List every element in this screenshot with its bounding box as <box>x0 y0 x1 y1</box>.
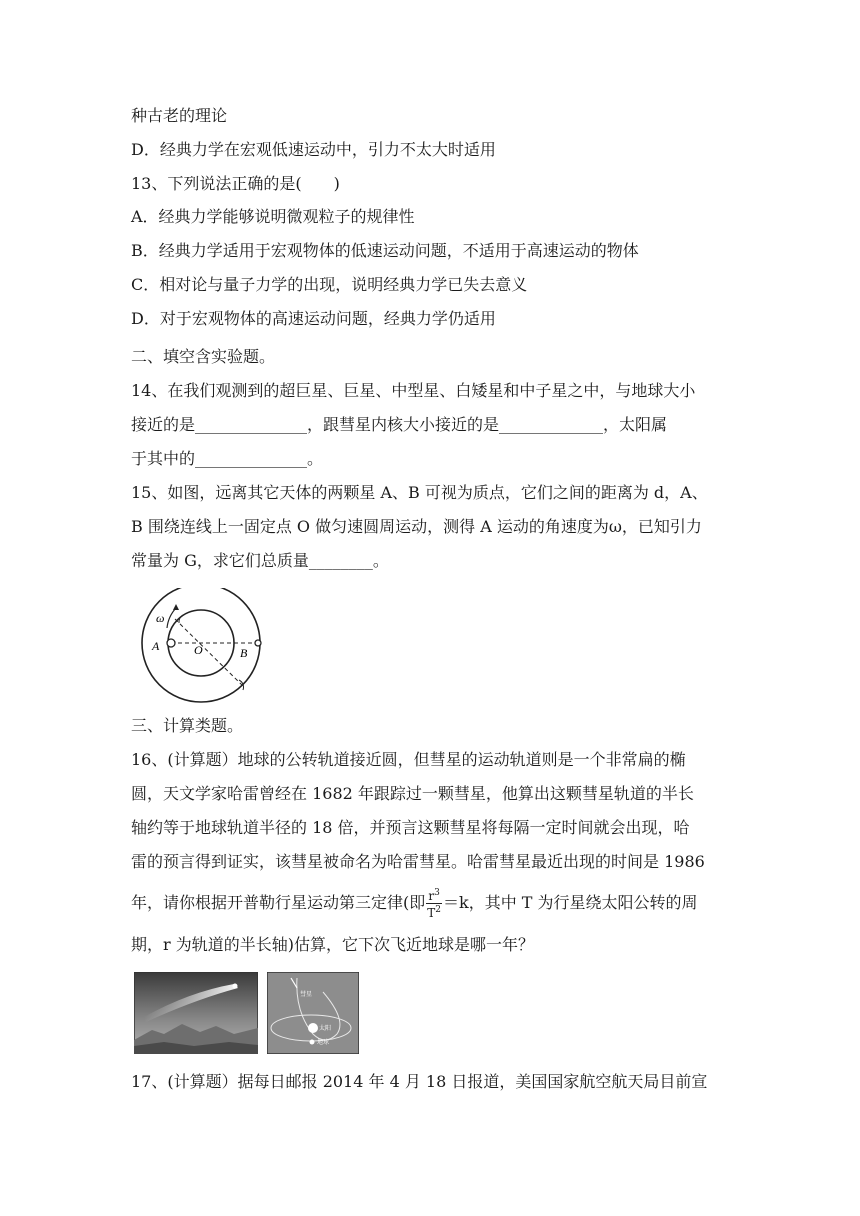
comet-label: 彗星 <box>300 991 313 998</box>
question-14-line-1: 14、在我们观测到的超巨星、巨星、中型星、白矮星和中子星之中，与地球大小 <box>131 381 696 400</box>
question-16-formula-line <box>131 887 698 920</box>
option-a-13: A．经典力学能够说明微观粒子的规律性 <box>131 207 415 226</box>
section-heading-3: 三、计算类题。 <box>131 716 244 735</box>
comet-head <box>233 984 238 989</box>
kepler-fraction <box>426 887 442 920</box>
star-b-dot <box>255 640 261 646</box>
fraction-numerator: $r^3$ <box>426 887 442 904</box>
question-14-line-3: 于其中的______________。 <box>131 449 324 468</box>
question-14-line-2: 接近的是______________，跟彗星内核大小接近的是_____________，太阳属 <box>131 415 668 434</box>
question-17-line-1: 17、(计算题）据每日邮报 2014 年 4 月 18 日报道，美国国家航空航天局目前宣 <box>131 1072 708 1091</box>
omega-label: ω <box>156 611 165 625</box>
option-d-12: D．经典力学在宏观低速运动中，引力不太大时适用 <box>131 140 496 159</box>
question-15-line-3: 常量为 G，求它们总质量________。 <box>131 551 389 570</box>
rotation-arrow <box>167 608 176 628</box>
sun-icon <box>308 1023 318 1033</box>
arrowhead-icon <box>173 604 179 610</box>
question-13: 13、下列说法正确的是( ) <box>131 174 340 193</box>
earth-icon <box>310 1040 315 1045</box>
text-line: 种古老的理论 <box>131 106 228 125</box>
option-b-13: B．经典力学适用于宏观物体的低速运动问题，不适用于高速运动的物体 <box>131 241 639 260</box>
question-15-line-2: B 围绕连线上一固定点 O 做匀速圆周运动，测得 A 运动的角速度为ω，已知引力 <box>131 517 702 536</box>
b-label: B <box>240 646 248 660</box>
question-15-line-1: 15、如图，远离其它天体的两颗星 A、B 可视为质点，它们之间的距离为 d，A、 <box>131 483 708 502</box>
option-d-13: D．对于宏观物体的高速运动问题，经典力学仍适用 <box>131 309 496 328</box>
binary-star-orbit-figure <box>131 588 265 706</box>
question-16-line-1: 16、(计算题）地球的公转轨道接近圆，但彗星的运动轨道则是一个非常扁的椭 <box>131 750 686 769</box>
o-label: O <box>194 643 203 657</box>
sun-label: 太阳 <box>319 1025 332 1032</box>
comet-orbit-diagram <box>267 972 359 1054</box>
fraction-denominator: $T^2$ <box>427 905 441 920</box>
earth-label: 地球 <box>317 1039 330 1046</box>
star-a-dot <box>167 639 175 647</box>
question-16-line-6: 期，r 为轨道的半长轴)估算，它下次飞近地球是哪一年？ <box>131 935 534 954</box>
formula-text-after: ＝k，其中 T 为行星绕太阳公转的周 <box>443 893 698 912</box>
question-16-line-3: 轴约等于地球轨道半径的 18 倍，并预言这颗彗星将每隔一定时间就会出现，哈 <box>131 818 690 837</box>
question-16-line-4: 雷的预言得到证实，该彗星被命名为哈雷彗星。哈雷彗星最近出现的时间是 1986 <box>131 852 705 871</box>
option-c-13: C．相对论与量子力学的出现，说明经典力学已失去意义 <box>131 275 528 294</box>
section-heading-2: 二、填空含实验题。 <box>131 347 276 366</box>
comet-photo <box>134 972 258 1054</box>
formula-text-before: 年，请你根据开普勒行星运动第三定律(即 <box>131 893 426 912</box>
a-label: A <box>152 639 160 653</box>
question-16-line-2: 圆，天文学家哈雷曾经在 1682 年跟踪过一颗彗星，他算出这颗彗星轨道的半长 <box>131 784 694 803</box>
